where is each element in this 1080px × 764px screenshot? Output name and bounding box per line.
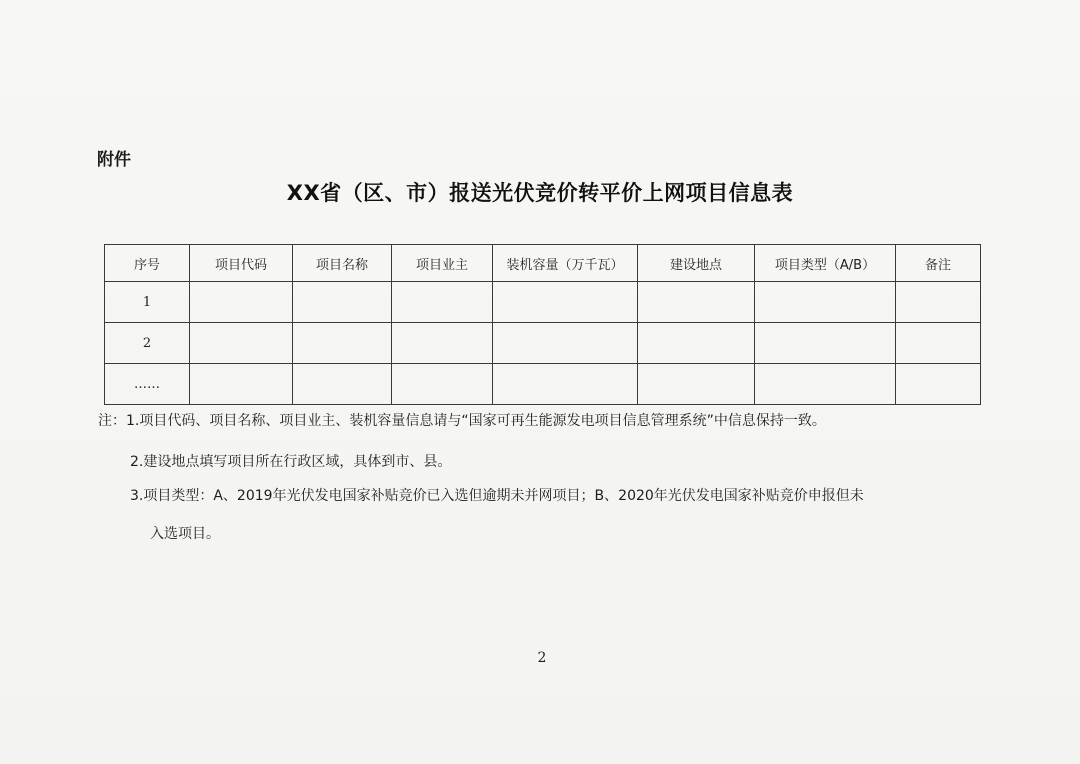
table-row	[105, 282, 981, 323]
cell-project-owner	[392, 323, 493, 364]
cell-location	[638, 282, 755, 323]
cell-project-name	[293, 323, 392, 364]
cell-project-type	[755, 364, 896, 405]
header-project-code: 项目代码	[190, 245, 293, 282]
cell-project-code	[190, 364, 293, 405]
header-remarks: 备注	[896, 245, 981, 282]
cell-project-name	[293, 364, 392, 405]
header-capacity: 装机容量（万千瓦）	[493, 245, 638, 282]
note-3-line-2: 入选项目。	[150, 526, 220, 542]
cell-seq: 1	[105, 282, 190, 323]
page-number: 2	[537, 650, 547, 666]
cell-remarks	[896, 364, 981, 405]
cell-remarks	[896, 282, 981, 323]
cell-capacity	[493, 282, 638, 323]
table-row	[105, 323, 981, 364]
cell-location	[638, 323, 755, 364]
cell-remarks	[896, 323, 981, 364]
table-header-row	[105, 245, 981, 282]
cell-project-owner	[392, 282, 493, 323]
cell-project-name	[293, 282, 392, 323]
attachment-label: 附件	[97, 150, 131, 170]
note-1: 注：1.项目代码、项目名称、项目业主、装机容量信息请与“国家可再生能源发电项目信息管理系统”中信息保持一致。	[98, 413, 826, 429]
cell-location	[638, 364, 755, 405]
header-seq: 序号	[105, 245, 190, 282]
cell-project-type	[755, 323, 896, 364]
cell-project-owner	[392, 364, 493, 405]
note-2: 2.建设地点填写项目所在行政区域，具体到市、县。	[130, 454, 452, 470]
cell-seq: 2	[105, 323, 190, 364]
table-row	[105, 364, 981, 405]
cell-seq: ……	[105, 364, 190, 405]
cell-capacity	[493, 364, 638, 405]
header-project-name: 项目名称	[293, 245, 392, 282]
header-location: 建设地点	[638, 245, 755, 282]
cell-project-code	[190, 323, 293, 364]
note-3-line-1: 3.项目类型：A、2019年光伏发电国家补贴竞价已入选但逾期未并网项目；B、2020年光伏发电国家补贴竞价申报但未	[130, 488, 864, 504]
cell-project-type	[755, 282, 896, 323]
header-project-owner: 项目业主	[392, 245, 493, 282]
cell-capacity	[493, 323, 638, 364]
header-project-type: 项目类型（A/B）	[755, 245, 896, 282]
document-title: XX省（区、市）报送光伏竞价转平价上网项目信息表	[286, 181, 794, 205]
project-info-table	[104, 244, 981, 405]
cell-project-code	[190, 282, 293, 323]
